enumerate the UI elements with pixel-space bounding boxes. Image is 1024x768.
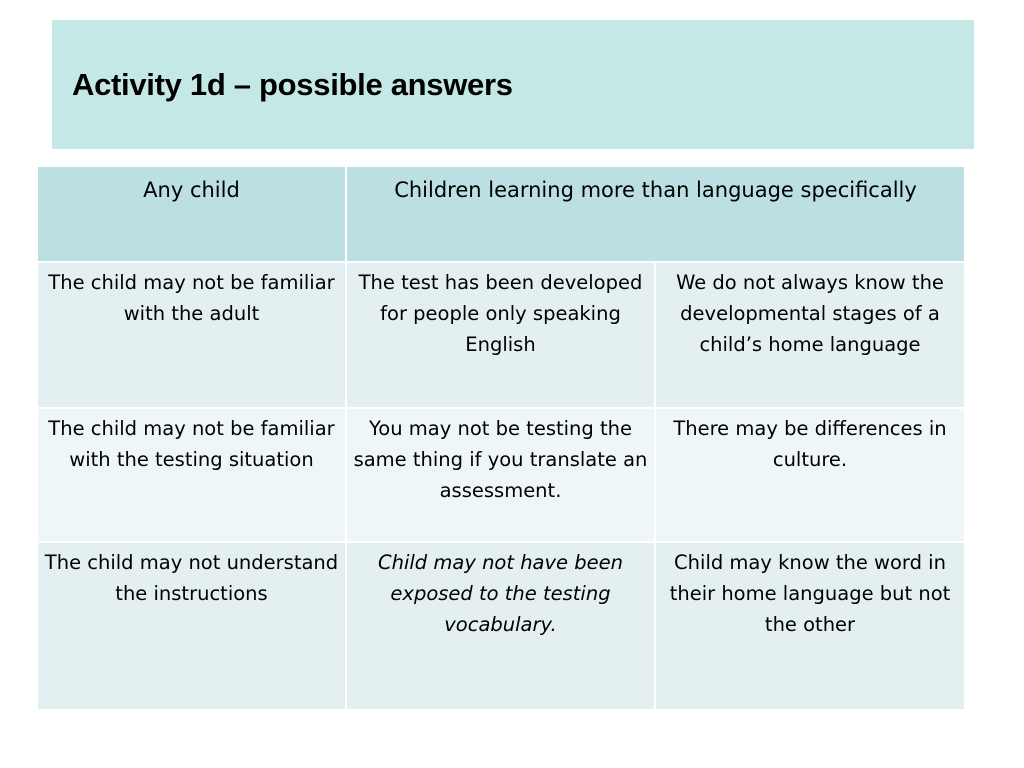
table-row: [37, 262, 965, 408]
table-cell: We do not always know the developmental stages of a child’s home language: [655, 262, 965, 408]
header-any-child: Any child: [37, 166, 346, 262]
table-cell: The test has been developed for people only speaking English: [346, 262, 655, 408]
table-cell: Child may know the word in their home language but not the other: [655, 542, 965, 710]
slide-title: Activity 1d – possible answers: [72, 67, 513, 102]
table-cell: There may be differences in culture.: [655, 408, 965, 542]
table-row: [37, 542, 965, 710]
header-children-learning: Children learning more than language specifically: [346, 166, 965, 262]
table-row: [37, 408, 965, 542]
table-cell: The child may not be familiar with the testing situation: [37, 408, 346, 542]
table-cell: The child may not understand the instructions: [37, 542, 346, 710]
table-header-row: [37, 166, 965, 262]
table-cell: You may not be testing the same thing if you translate an assessment.: [346, 408, 655, 542]
answers-table: [36, 165, 966, 711]
title-banner: [52, 20, 974, 149]
table-cell: The child may not be familiar with the adult: [37, 262, 346, 408]
table-cell: Child may not have been exposed to the testing vocabulary.: [346, 542, 655, 710]
